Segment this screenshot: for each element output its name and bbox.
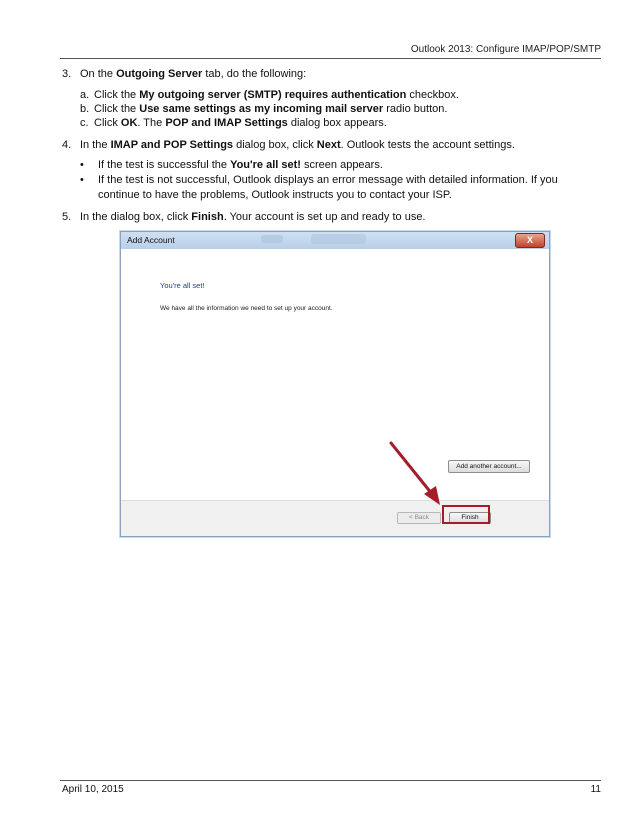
sub-bold: My outgoing server (SMTP) requires authentication [139,89,407,101]
sub-letter: b. [80,103,90,115]
sub-text: radio button. [383,103,448,115]
step-text: tab, do the following: [202,68,307,80]
sub-letter: a. [80,89,90,101]
dialog-body-text: We have all the information we need to set up your account. [160,305,333,312]
close-button[interactable]: X [515,233,545,248]
step-number: 4. [62,139,72,151]
step-bold: IMAP and POP Settings [110,139,234,151]
bullet-bold: You're all set! [230,159,301,171]
sub-text: Click [94,117,121,129]
sub-text: Click the [94,89,140,101]
dialog-heading: You're all set! [160,281,205,290]
sub-bold: OK [120,117,138,129]
footer-rule [60,780,601,781]
sub-text: dialog box appears. [287,117,387,129]
step-number: 5. [62,211,72,223]
bullet-icon: • [80,159,84,171]
sub-text: checkbox. [406,89,459,101]
bullet-icon: • [80,174,84,186]
bullet-text: screen appears. [300,159,383,171]
page-number: 11 [590,784,601,795]
step-bold: Outgoing Server [116,68,203,80]
footer-date: April 10, 2015 [62,784,124,795]
add-another-account-button[interactable]: Add another account... [448,460,530,473]
sub-text: . The [137,117,166,129]
sub-bold: POP and IMAP Settings [165,117,288,129]
step-text: On the [80,68,117,80]
finish-button[interactable]: Finish [449,512,491,524]
step-text: . Your account is set up and ready to use. [223,211,426,223]
sub-text: Click the [94,103,140,115]
step-text: dialog box, click [233,139,317,151]
back-button[interactable]: < Back [397,512,441,524]
page-header-title: Outlook 2013: Configure IMAP/POP/SMTP [410,44,601,55]
bullet-text: If the test is not successful, Outlook displays an error message with detailed information. If you continue to have the problems, Outlook instructs you to contact your ISP. [98,174,558,201]
step-text: In the dialog box, click [80,211,192,223]
dialog-title: Add Account [127,235,175,245]
step-text: . Outlook tests the account settings. [340,139,515,151]
sub-letter: c. [80,117,89,129]
sub-bold: Use same settings as my incoming mail server [139,103,384,115]
step-number: 3. [62,68,72,80]
step-bold: Finish [191,211,224,223]
step-bold: Next [316,139,341,151]
step-text: In the [80,139,111,151]
bullet-text: If the test is successful the [98,159,231,171]
